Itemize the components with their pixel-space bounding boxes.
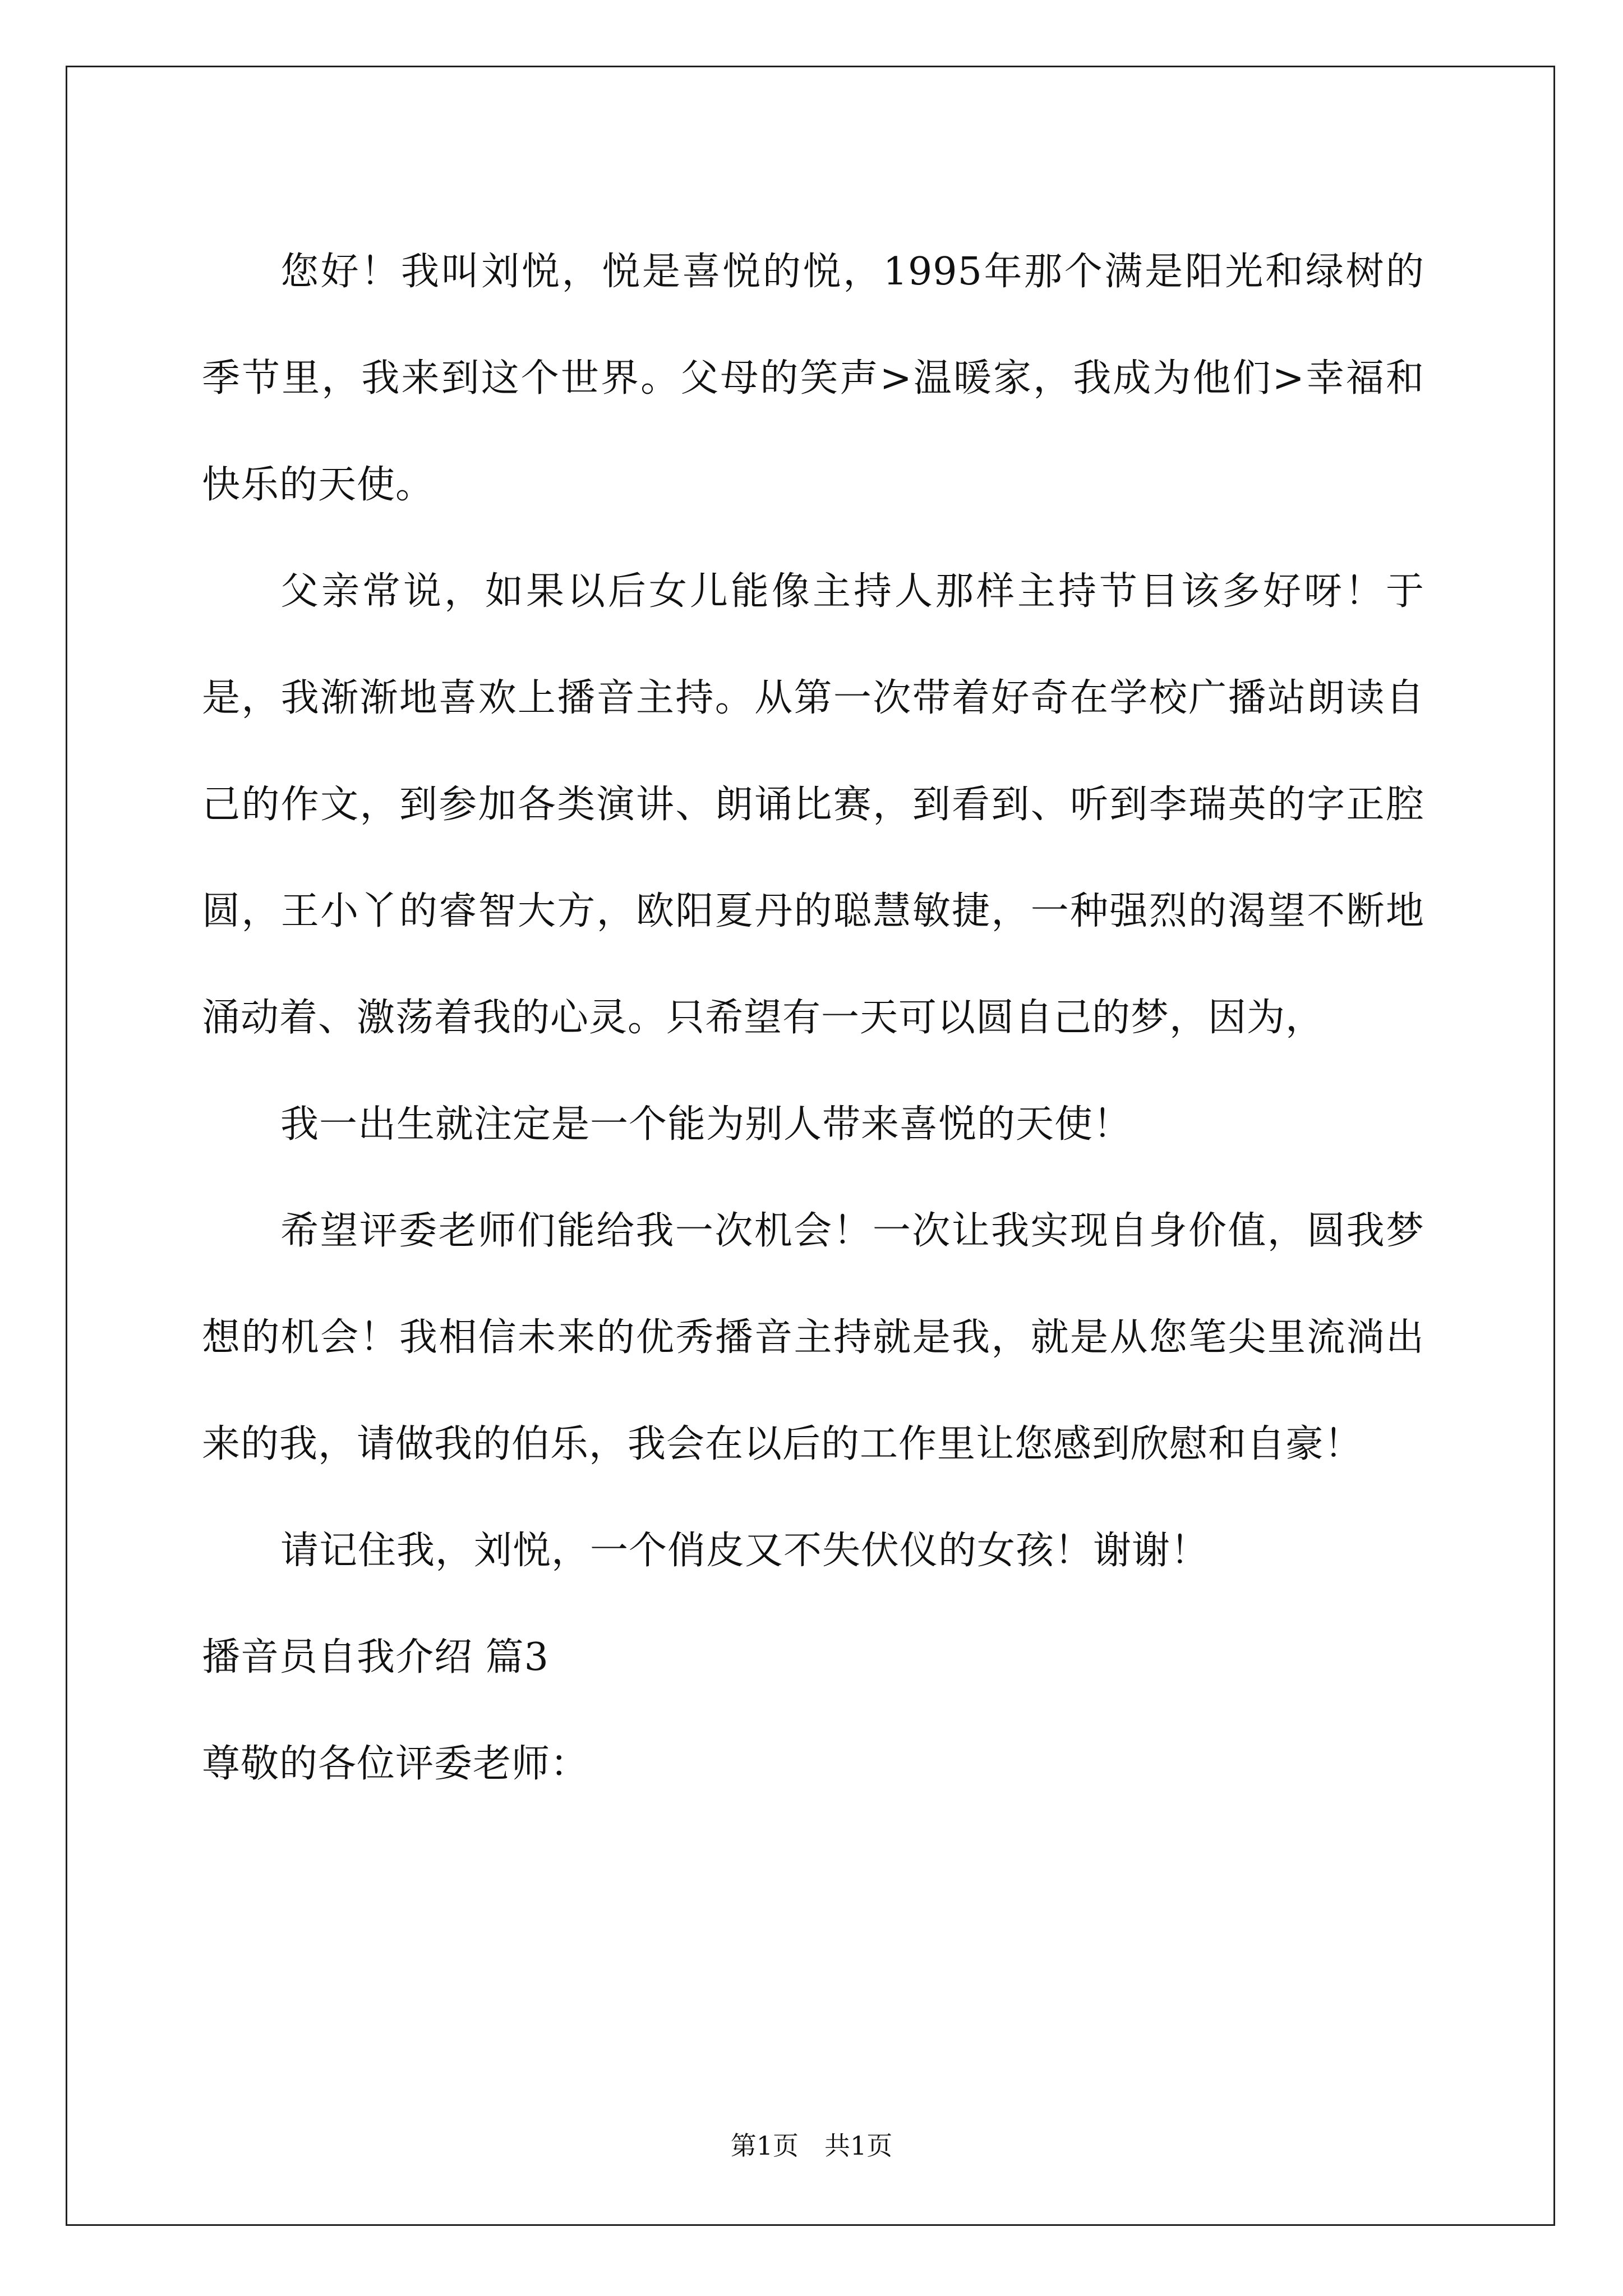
- paragraph-request: 希望评委老师们能给我一次机会！一次让我实现自身价值，圆我梦想的机会！我相信未来的优秀播音主持就是我，就是从您笔尖里流淌出来的我，请做我的伯乐，我会在以后的工作里让您感到欣慰和自豪！: [202, 1209, 1424, 1466]
- page-number-footer: 第1页 共1页: [730, 2131, 893, 2161]
- section-heading: 播音员自我介绍 篇3: [202, 1635, 549, 1680]
- document-body: [202, 219, 1424, 1818]
- paragraph-intro: 您好！我叫刘悦，悦是喜悦的悦，1995年那个满是阳光和绿树的季节里，我来到这个世界。父母的笑声>温暖家，我成为他们>幸福和快乐的天使。: [202, 250, 1424, 507]
- salutation: 尊敬的各位评委老师：: [202, 1742, 589, 1786]
- paragraph-angel: 我一出生就注定是一个能为别人带来喜悦的天使！: [280, 1102, 1132, 1147]
- paragraph-dream: 父亲常说，如果以后女儿能像主持人那样主持节目该多好呀！于是，我渐渐地喜欢上播音主持。从第一次带着好奇在学校广播站朗读自己的作文，到参加各类演讲、朗诵比赛，到看到、听到李瑞英的字正腔圆，王小丫的睿智大方，欧阳夏丹的聪慧敏捷，一种强烈的渴望不断地涌动着、激荡着我的心灵。只希望有一天可以圆自己的梦，因为，: [202, 569, 1424, 1040]
- paragraph-closing: 请记住我，刘悦，一个俏皮又不失伏仪的女孩！谢谢！: [280, 1529, 1210, 1573]
